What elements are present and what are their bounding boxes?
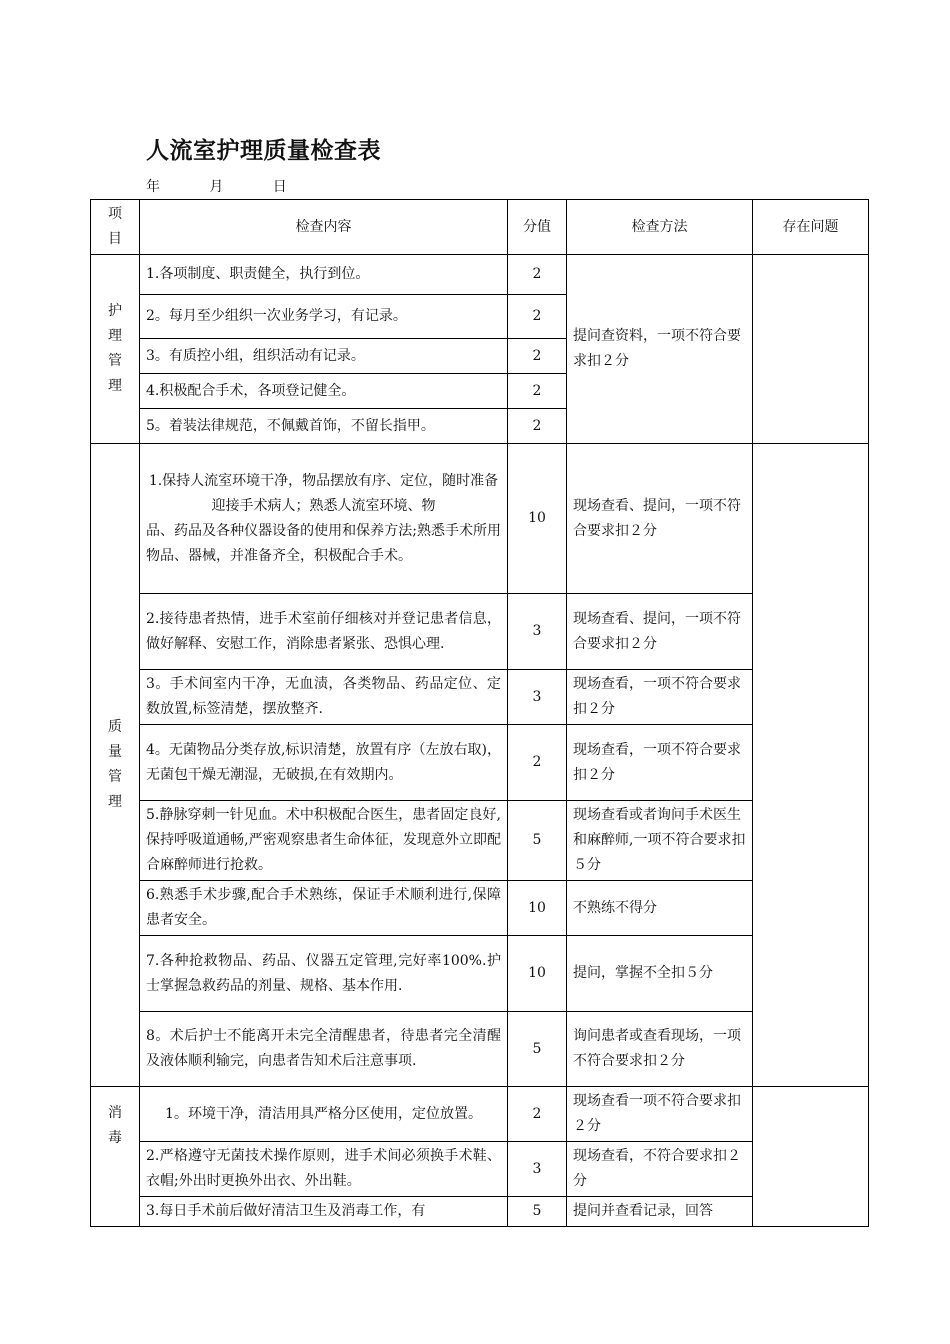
score-cell: 3 xyxy=(508,670,567,725)
issues-cell xyxy=(753,255,869,444)
check-content: 7.各种抢救物品、药品、仪器五定管理,完好率100%.护士掌握急救药品的剂量、规格、基本作用. xyxy=(140,936,508,1012)
score-cell: 2 xyxy=(508,255,567,295)
check-content: 2.严格遵守无菌技术操作原则，进手术间必须换手术鞋、衣帽;外出时更换外出衣、外出鞋。 xyxy=(140,1142,508,1197)
score-cell: 2 xyxy=(508,295,567,339)
check-method: 询问患者或查看现场，一项不符合要求扣２分 xyxy=(567,1012,753,1087)
score-cell: 5 xyxy=(508,801,567,881)
header-issues: 存在问题 xyxy=(753,200,869,255)
date-line: 年 月 日 xyxy=(146,179,287,195)
header-row xyxy=(91,200,869,255)
score-cell: 5 xyxy=(508,1197,567,1227)
score-cell: 10 xyxy=(508,936,567,1012)
table-row xyxy=(91,936,869,1012)
header-score: 分值 xyxy=(508,200,567,255)
table-row xyxy=(91,594,869,670)
score-cell: 2 xyxy=(508,725,567,801)
check-method: 提问查资料，一项不符合要求扣２分 xyxy=(567,255,753,444)
check-content: 5。着装法律规范，不佩戴首饰，不留长指甲。 xyxy=(140,409,508,444)
check-method: 现场查看、提问，一项不符合要求扣２分 xyxy=(567,594,753,670)
page-title: 人流室护理质量检查表 xyxy=(146,138,381,164)
check-content: 5.静脉穿刺一针见血。术中积极配合医生，患者固定良好,保持呼吸道通畅,严密观察患者生命体征，发现意外立即配合麻醉师进行抢救。 xyxy=(140,801,508,881)
check-content: 2。每月至少组织一次业务学习，有记录。 xyxy=(140,295,508,339)
score-cell: 3 xyxy=(508,594,567,670)
check-content xyxy=(140,444,508,594)
check-content: 1.各项制度、职责健全，执行到位。 xyxy=(140,255,508,295)
header-method: 检查方法 xyxy=(567,200,753,255)
issues-cell xyxy=(753,1087,869,1227)
score-cell: 10 xyxy=(508,881,567,936)
check-method: 现场查看一项不符合要求扣２分 xyxy=(567,1087,753,1142)
header-project: 项目 xyxy=(91,200,140,255)
section-label: 质量管理 xyxy=(91,444,140,1087)
table-row xyxy=(91,725,869,801)
table-row xyxy=(91,255,869,295)
check-method: 现场查看，一项不符合要求扣２分 xyxy=(567,725,753,801)
table-row xyxy=(91,670,869,725)
table-row xyxy=(91,444,869,594)
check-method: 现场查看，一项不符合要求扣２分 xyxy=(567,670,753,725)
table-row xyxy=(91,881,869,936)
header-content: 检查内容 xyxy=(140,200,508,255)
check-method: 不熟练不得分 xyxy=(567,881,753,936)
table-row xyxy=(91,1142,869,1197)
score-cell: 5 xyxy=(508,1012,567,1087)
check-method: 现场查看或者询问手术医生和麻醉师,一项不符合要求扣５分 xyxy=(567,801,753,881)
check-content: 1。环境干净，清洁用具严格分区使用，定位放置。 xyxy=(140,1087,508,1142)
check-content: 6.熟悉手术步骤,配合手术熟练，保证手术顺利进行,保障患者安全。 xyxy=(140,881,508,936)
section-label: 消毒 xyxy=(91,1087,140,1227)
check-content: 3。手术间室内干净，无血渍，各类物品、药品定位、定数放置,标签清楚，摆放整齐. xyxy=(140,670,508,725)
check-method: 提问并查看记录，回答 xyxy=(567,1197,753,1227)
issues-cell xyxy=(753,444,869,1087)
score-cell: 2 xyxy=(508,374,567,409)
table-row xyxy=(91,1087,869,1142)
table-row xyxy=(91,1197,869,1227)
check-method: 提问，掌握不全扣５分 xyxy=(567,936,753,1012)
score-cell: 10 xyxy=(508,444,567,594)
check-content: 4.积极配合手术，各项登记健全。 xyxy=(140,374,508,409)
check-content-centered: 1.保持人流室环境干净，物品摆放有序、定位，随时准备迎接手术病人；熟悉人流室环境、物 xyxy=(148,472,499,514)
score-cell: 2 xyxy=(508,1087,567,1142)
score-cell: 2 xyxy=(508,339,567,374)
check-content: 8。术后护士不能离开未完全清醒患者，待患者完全清醒及液体顺利输完，向患者告知术后注意事项. xyxy=(140,1012,508,1087)
check-content: 3。有质控小组，组织活动有记录。 xyxy=(140,339,508,374)
section-label: 护理管理 xyxy=(91,255,140,444)
check-content-rest: 品、药品及各种仪器设备的使用和保养方法;熟悉手术所用物品、器械，并准备齐全，积极配合手术。 xyxy=(146,522,501,564)
check-content: 3.每日手术前后做好清洁卫生及消毒工作，有 xyxy=(140,1197,508,1227)
check-method: 现场查看，不符合要求扣２分 xyxy=(567,1142,753,1197)
check-content: 2.接待患者热情，进手术室前仔细核对并登记患者信息，做好解释、安慰工作，消除患者紧张、恐惧心理. xyxy=(140,594,508,670)
score-cell: 2 xyxy=(508,409,567,444)
check-content: 4。无菌物品分类存放,标识清楚，放置有序（左放右取)，无菌包干燥无潮湿，无破损,在有效期内。 xyxy=(140,725,508,801)
inspection-table xyxy=(90,199,869,1227)
check-method: 现场查看、提问，一项不符合要求扣２分 xyxy=(567,444,753,594)
table-row xyxy=(91,1012,869,1087)
table-row xyxy=(91,801,869,881)
score-cell: 3 xyxy=(508,1142,567,1197)
